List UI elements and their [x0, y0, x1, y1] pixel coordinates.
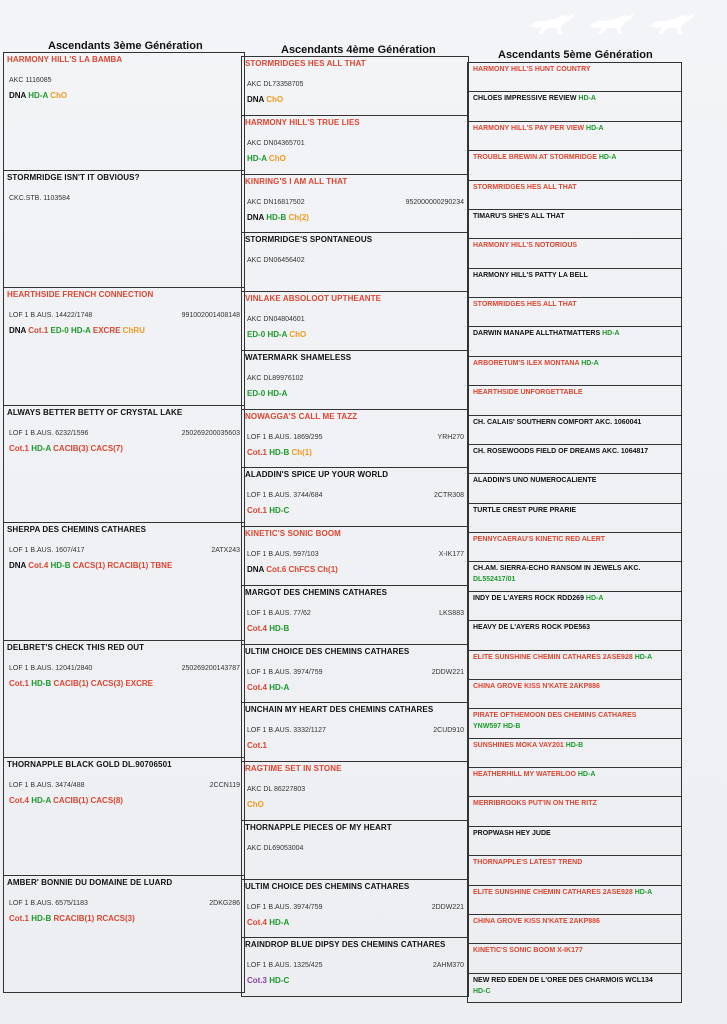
dog-name — [473, 654, 652, 661]
tag: HD-B — [50, 561, 73, 570]
greyhound-silhouette-icon — [587, 10, 637, 36]
registration-number: LOF 1 B.AUS. 3474/488 — [9, 782, 85, 789]
gen3-dog-box — [3, 52, 245, 171]
dog-name: SHERPA DES CHEMINS CATHARES — [7, 525, 147, 534]
health-titles — [9, 561, 172, 570]
gen5-dog-box — [467, 796, 682, 826]
registration-number: LOF 1 B.AUS. 14422/1748 — [9, 312, 93, 319]
tag: HD-C — [269, 506, 290, 516]
chip-number: 250269200143787 — [181, 664, 240, 672]
dog-name — [473, 947, 583, 954]
dog-name: KINRING'S I AM ALL THAT — [245, 176, 348, 186]
gen3-dog-box — [3, 640, 245, 759]
tag: DNA — [9, 561, 29, 570]
gen5-dog-box — [467, 679, 682, 709]
gen5-dog-box — [467, 650, 682, 680]
dog-name — [473, 771, 595, 778]
tag: CHINA GROVE KISS N'KATE 2AKP886 — [473, 917, 600, 925]
dog-name: THORNAPPLE BLACK GOLD DL.90706501 — [7, 760, 172, 769]
tag: HD-B — [565, 741, 584, 749]
dog-name: ALWAYS BETTER BETTY OF CRYSTAL LAKE — [7, 407, 183, 417]
registration-number: LOF 1 B.AUS. 3974/759 — [247, 903, 323, 911]
tag: Cot.1 — [247, 447, 270, 457]
gen3-dog-box — [3, 170, 245, 289]
dog-name: HARMONY HILL'S LA BAMBA — [7, 55, 123, 64]
dog-name — [473, 272, 588, 279]
dog-name — [473, 154, 616, 161]
dog-name-line2: HD-C — [473, 987, 491, 995]
gen4-dog-box — [241, 409, 469, 469]
tag: CACIB(1) CACS(3) EXCRE — [53, 678, 154, 688]
tag: ChO — [247, 800, 264, 809]
gen5-dog-box — [467, 708, 682, 738]
registration-number: LOF 1 B.AUS. 1607/417 — [9, 547, 85, 554]
tag: ARBORETUM'S ILEX MONTANA — [473, 359, 582, 367]
health-titles — [9, 796, 123, 805]
logo — [527, 10, 697, 36]
tag: Cot.1 — [247, 506, 270, 516]
gen4-dog-box — [241, 232, 469, 292]
tag: TIMARU'S SHE'S ALL THAT — [473, 212, 565, 220]
gen5-dog-box — [467, 62, 682, 92]
tag: HEAVY DE L'AYERS ROCK PDE563 — [473, 624, 591, 632]
dog-name: NOWAGGA'S CALL ME TAZZ — [245, 411, 358, 421]
dog-name-line2: YNW597 HD-B — [473, 723, 521, 731]
gen5-dog-box — [467, 885, 682, 915]
dog-name — [473, 859, 582, 866]
tag: THORNAPPLE'S LATEST TREND — [473, 859, 583, 867]
tag: ELITE SUNSHINE CHEMIN CATHARES 2ASE928 — [473, 888, 635, 896]
gen4-dog-box — [241, 585, 469, 645]
tag: CH.AM. SIERRA-ECHO RANSOM IN JEWELS AKC. — [473, 565, 641, 573]
chip-number: 2CTR308 — [434, 492, 464, 500]
tag: NEW RED EDEN DE L'OREE DES CHARMOIS WCL134 — [473, 976, 653, 984]
tag: PIRATE OFTHEMOON DES CHEMINS CATHARES — [473, 712, 637, 720]
gen4-dog-box — [241, 115, 469, 175]
dog-name: ALADDIN'S SPICE UP YOUR WORLD — [245, 470, 389, 480]
gen4-dog-box — [241, 937, 469, 997]
dog-name — [473, 830, 551, 837]
dog-name — [473, 977, 653, 984]
tag: CH. CALAIS' SOUTHERN COMFORT AKC. 1060041 — [473, 418, 642, 426]
gen5-header: Ascendants 5ème Génération — [498, 49, 653, 61]
dog-name — [473, 477, 596, 484]
tag: HD-B — [31, 678, 54, 688]
tag: ALADDIN'S UNO NUMEROCALIENTE — [473, 477, 597, 485]
tag: HD-A — [31, 443, 54, 453]
tag: ELITE SUNSHINE CHEMIN CATHARES 2ASE928 — [473, 653, 635, 661]
gen4-header: Ascendants 4ème Génération — [281, 44, 436, 56]
health-titles — [247, 330, 306, 339]
tag: CHINA GROVE KISS N'KATE 2AKP886 — [473, 682, 600, 690]
tag: HD-A — [586, 124, 604, 132]
chip-number: X-IK177 — [438, 551, 464, 558]
gen3-dog-box — [3, 287, 245, 406]
tag: INDY DE L'AYERS ROCK RDD269 — [473, 594, 586, 602]
gen4-dog-box — [241, 291, 469, 351]
dog-name: ULTIM CHOICE DES CHEMINS CATHARES — [245, 881, 410, 891]
tag: TROUBLE BREWIN AT STORMRIDGE — [473, 154, 599, 162]
chip-number: 952000000290234 — [405, 198, 464, 206]
dog-name: DELBRET'S CHECK THIS RED OUT — [7, 642, 145, 652]
tag: Cot.4 — [247, 682, 270, 692]
gen5-dog-box — [467, 532, 682, 562]
gen5-dog-box — [467, 150, 682, 180]
tag: HARMONY HILL'S NOTORIOUS — [473, 242, 578, 250]
dog-name: THORNAPPLE PIECES OF MY HEART — [245, 822, 392, 832]
tag: HD-A — [581, 359, 599, 367]
dog-name: STORMRIDGE ISN'T IT OBVIOUS? — [7, 172, 140, 182]
tag: Ch(1) — [291, 447, 312, 457]
tag: HD-B — [31, 913, 54, 923]
tag: ED-0 — [50, 326, 71, 335]
gen5-dog-box — [467, 855, 682, 885]
gen4-dog-box — [241, 350, 469, 410]
tag: HD-A — [602, 330, 620, 338]
gen5-dog-box — [467, 238, 682, 268]
tag: DNA — [247, 212, 267, 222]
registration-number: AKC DN16817502 — [247, 198, 305, 206]
tag: Cot.4 — [247, 623, 270, 633]
dog-name — [473, 595, 603, 602]
gen4-dog-box — [241, 467, 469, 527]
tag: Cot.1 — [247, 741, 267, 751]
tag: MERRIBROOKS PUT'IN ON THE RITZ — [473, 800, 597, 808]
registration-number: AKC DL73358705 — [247, 81, 304, 88]
gen5-dog-box — [467, 297, 682, 327]
gen5-dog-box — [467, 444, 682, 474]
registration-number: LOF 1 B.AUS. 3744/684 — [247, 492, 323, 500]
dog-name: RAINDROP BLUE DIPSY DES CHEMINS CATHARES — [245, 940, 446, 950]
dog-name — [473, 712, 636, 719]
gen3-dog-box — [3, 405, 245, 524]
dog-name — [473, 683, 600, 690]
health-titles — [247, 565, 338, 574]
registration-number: CKC.STB. 1103584 — [9, 194, 70, 202]
gen5-dog-box — [467, 826, 682, 856]
health-titles — [247, 95, 283, 104]
dog-name — [473, 66, 591, 73]
tag: Cot.1 — [28, 326, 51, 335]
tag: TURTLE CREST PURE PRARIE — [473, 506, 577, 514]
chip-number: LKS883 — [439, 609, 464, 617]
tag: HD-A — [578, 95, 596, 103]
chip-number: 2AHM370 — [432, 962, 464, 970]
registration-number: AKC DN04365701 — [247, 139, 305, 147]
dog-name — [473, 301, 577, 308]
tag: HD-B — [266, 212, 289, 222]
health-titles — [247, 976, 289, 985]
dog-name: AMBER' BONNIE DU DOMAINE DE LUARD — [7, 877, 173, 887]
chip-number: 2DDW221 — [431, 903, 464, 911]
dog-name — [473, 448, 648, 455]
tag: HD-A — [577, 771, 596, 778]
registration-number: AKC DN06456402 — [247, 257, 305, 265]
dog-name: HARMONY HILL'S TRUE LIES — [245, 117, 360, 127]
chip-number: 2CCN119 — [209, 782, 240, 789]
health-titles — [9, 914, 135, 923]
tag: PENNYCAERAU'S KINETIC RED ALERT — [473, 536, 606, 543]
tag: RCACIB(1) RCACS(3) — [53, 913, 135, 923]
gen5-dog-box — [467, 385, 682, 415]
tag: HD-B — [269, 447, 292, 457]
dog-name: WATERMARK SHAMELESS — [245, 352, 352, 362]
health-titles — [247, 154, 286, 163]
chip-number: 2ATX243 — [211, 547, 240, 554]
tag: ChO — [266, 95, 284, 104]
tag: HEATHERHILL MY WATERLOO — [473, 771, 578, 778]
gen5-dog-box — [467, 326, 682, 356]
registration-number: LOF 1 B.AUS. 77/62 — [247, 609, 311, 617]
tag: HD-A — [31, 796, 54, 805]
tag: PROPWASH HEY JUDE — [473, 829, 551, 837]
dog-name: STORMRIDGES HES ALL THAT — [245, 59, 366, 68]
gen4-dog-box — [241, 174, 469, 234]
gen5-dog-box — [467, 180, 682, 210]
dog-name — [473, 360, 599, 367]
tag: CH. ROSEWOODS FIELD OF DREAMS AKC. 1064817 — [473, 447, 649, 455]
gen5-dog-box — [467, 914, 682, 944]
tag: DNA — [247, 95, 267, 104]
tag: ED-0 — [247, 330, 268, 339]
tag: HD-A — [247, 153, 269, 163]
health-titles — [9, 444, 123, 453]
gen5-dog-box — [467, 209, 682, 239]
tag: HD-C — [269, 976, 290, 986]
tag: HEARTHSIDE UNFORGETTABLE — [473, 389, 583, 397]
tag: SUNSHINES MOKA VAY201 — [473, 741, 566, 749]
gen3-dog-box — [3, 875, 245, 994]
gen5-dog-box — [467, 121, 682, 151]
tag: HD-A — [634, 888, 653, 896]
health-titles — [247, 506, 289, 515]
health-titles — [247, 683, 289, 692]
dog-name — [473, 419, 641, 426]
tag: HD-A — [28, 91, 51, 100]
dog-name — [473, 624, 590, 631]
dog-name — [473, 95, 596, 102]
registration-number: AKC DL89976102 — [247, 374, 304, 382]
gen4-dog-box — [241, 761, 469, 821]
tag: HD-B — [269, 623, 290, 633]
gen5-dog-box — [467, 561, 682, 591]
tag: Cot.3 — [247, 976, 270, 986]
tag: HARMONY HILL'S PATTY LA BELL — [473, 271, 588, 279]
gen3-dog-box — [3, 757, 245, 876]
gen4-dog-box — [241, 820, 469, 880]
tag: HD-A — [598, 154, 617, 162]
gen5-dog-box — [467, 767, 682, 797]
tag: ChO — [268, 153, 286, 163]
chip-number: 250269200035603 — [181, 429, 240, 437]
tag: DNA — [9, 91, 29, 100]
tag: Cot.4 — [9, 796, 32, 805]
tag: Cot.4 — [28, 561, 51, 570]
tag: HARMONY HILL'S PAY PER VIEW — [473, 124, 587, 132]
gen5-dog-box — [467, 943, 682, 973]
tag: Ch(2) — [288, 212, 309, 222]
dog-name: RAGTIME SET IN STONE — [245, 764, 342, 773]
dog-name: HEARTHSIDE FRENCH CONNECTION — [7, 290, 154, 299]
registration-number: AKC DL69053004 — [247, 844, 304, 852]
tag: HD-A — [585, 594, 604, 602]
health-titles — [9, 679, 153, 688]
tag: HD-A — [269, 917, 290, 927]
registration-number: LOF 1 B.AUS. 12041/2840 — [9, 664, 93, 672]
dog-name — [473, 389, 583, 396]
registration-number: LOF 1 B.AUS. 3332/1127 — [247, 727, 326, 735]
tag: ED-0 — [247, 388, 268, 398]
chip-number: 2CUD910 — [433, 727, 464, 735]
registration-number: AKC 1116085 — [9, 77, 52, 84]
dog-name — [473, 213, 564, 220]
tag: CACS(1) RCACIB(1) TBNE — [72, 561, 173, 570]
dog-name — [473, 242, 577, 249]
dog-name: VINLAKE ABSOLOOT UPTHEANTE — [245, 294, 382, 303]
health-titles — [9, 326, 145, 335]
registration-number: LOF 1 B.AUS. 6232/1596 — [9, 429, 89, 437]
gen5-dog-box — [467, 591, 682, 621]
greyhound-silhouette-icon — [647, 10, 697, 36]
health-titles — [247, 800, 264, 809]
registration-number: LOF 1 B.AUS. 6575/1183 — [9, 899, 88, 907]
tag: Cot.6 — [266, 565, 289, 574]
health-titles — [247, 624, 289, 633]
tag: Cot.4 — [247, 917, 270, 927]
tag: HD-A — [70, 326, 93, 335]
dog-name: ULTIM CHOICE DES CHEMINS CATHARES — [245, 646, 410, 656]
dog-name: MARGOT DES CHEMINS CATHARES — [245, 587, 388, 597]
dog-name — [473, 330, 620, 337]
health-titles — [247, 741, 267, 750]
dog-name — [473, 565, 640, 572]
tag: HD-A — [267, 330, 290, 339]
tag: ChO — [289, 330, 307, 339]
gen5-dog-box — [467, 356, 682, 386]
gen4-dog-box — [241, 644, 469, 704]
tag: DNA — [9, 326, 29, 335]
tag: HD-A — [634, 653, 653, 661]
tag: HD-A — [269, 682, 290, 692]
greyhound-silhouette-icon — [527, 10, 577, 36]
chip-number: 991002001408148 — [181, 312, 240, 319]
tag: EXCRE — [92, 326, 123, 335]
health-titles — [247, 389, 287, 398]
dog-name — [473, 536, 605, 543]
dog-name — [473, 742, 583, 749]
dog-name: STORMRIDGE'S SPONTANEOUS — [245, 235, 373, 245]
chip-number: 2DKG286 — [209, 899, 240, 907]
dog-name — [473, 507, 576, 514]
registration-number: LOF 1 B.AUS. 3974/759 — [247, 668, 323, 676]
tag: HARMONY HILL'S HUNT COUNTRY — [473, 66, 591, 73]
dog-name: UNCHAIN MY HEART DES CHEMINS CATHARES — [245, 705, 434, 715]
health-titles — [247, 213, 309, 222]
tag: Cot.1 — [9, 913, 32, 923]
gen4-dog-box — [241, 56, 469, 116]
health-titles — [247, 448, 312, 457]
dog-name: KINETIC'S SONIC BOOM — [245, 529, 341, 538]
dog-name-line2: DL552417/01 — [473, 576, 516, 584]
gen4-dog-box — [241, 879, 469, 939]
tag: ChRU — [122, 326, 145, 335]
registration-number: LOF 1 B.AUS. 597/103 — [247, 551, 319, 558]
tag: HD-A — [267, 388, 288, 398]
tag: CACIB(1) CACS(8) — [53, 796, 123, 805]
gen4-dog-box — [241, 702, 469, 762]
registration-number: LOF 1 B.AUS. 1869/295 — [247, 433, 323, 441]
gen5-dog-box — [467, 415, 682, 445]
tag: ChO — [50, 91, 68, 100]
tag: ChFCS Ch(1) — [288, 565, 338, 574]
dog-name — [473, 918, 600, 925]
tag: Cot.1 — [9, 678, 32, 688]
gen3-header: Ascendants 3ème Génération — [48, 40, 203, 52]
chip-number: 2DDW221 — [431, 668, 464, 676]
gen5-dog-box — [467, 620, 682, 650]
tag: CHLOES IMPRESSIVE REVIEW — [473, 95, 579, 103]
gen3-dog-box — [3, 522, 245, 641]
dog-name — [473, 184, 577, 191]
health-titles — [247, 918, 289, 927]
gen5-dog-box — [467, 503, 682, 533]
dog-name — [473, 125, 604, 132]
tag: Cot.1 — [9, 443, 32, 453]
registration-number: AKC DN04804601 — [247, 316, 305, 323]
registration-number: AKC DL 86227803 — [247, 786, 306, 793]
gen5-dog-box — [467, 268, 682, 298]
tag: DNA — [247, 565, 267, 574]
chip-number: YRH270 — [437, 433, 464, 441]
dog-name — [473, 800, 597, 807]
gen5-dog-box — [467, 973, 682, 1003]
health-titles — [9, 91, 67, 100]
tag: DARWIN MANAPE ALLTHATMATTERS — [473, 330, 603, 338]
registration-number: LOF 1 B.AUS. 1325/425 — [247, 962, 323, 970]
dog-name — [473, 889, 652, 896]
tag: CACIB(3) CACS(7) — [53, 443, 123, 453]
tag: STORMRIDGES HES ALL THAT — [473, 183, 577, 191]
gen5-dog-box — [467, 738, 682, 768]
tag: KINETIC'S SONIC BOOM X-IK177 — [473, 947, 583, 955]
gen4-dog-box — [241, 526, 469, 586]
gen5-dog-box — [467, 91, 682, 121]
tag: STORMRIDGES HES ALL THAT — [473, 301, 577, 308]
gen5-dog-box — [467, 473, 682, 503]
